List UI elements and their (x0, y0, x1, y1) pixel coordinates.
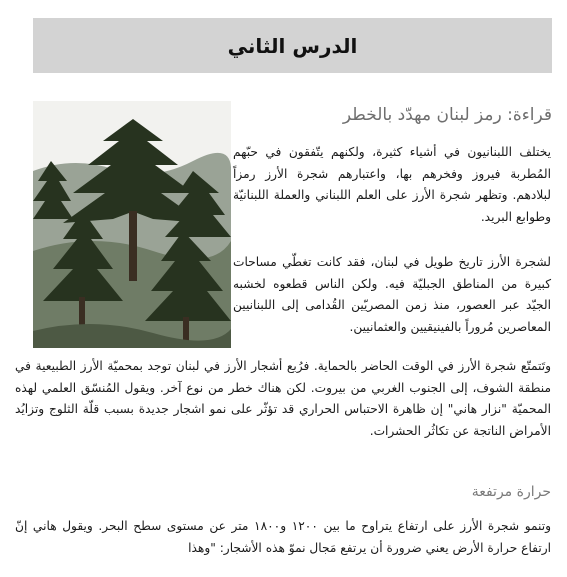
cedar-trees-photo (33, 101, 231, 348)
section-title: حرارة مرتفعة (471, 484, 551, 500)
paragraph-2: لشجرة الأرز تاريخ طويل في لبنان، فقد كانت تغطّي مساحات كبيرة من المناطق الجبليّة فيه. ولكن الناس قطعوه لخشبه الجيّد عبر العصور، منذ زمن المصريّين القُدامى إلى اللبنانيين المعاصرين مُروراً بالفينيقيين والعثمانيين. (233, 255, 551, 334)
lesson-header (33, 18, 552, 73)
paragraph-4: وتنمو شجرة الأرز على ارتفاع يتراوح ما بين ١٢٠٠ و١٨٠٠ متر عن مستوى سطح البحر. ويقول هاني إنّ ارتفاع حرارة الأرض يعني ضرورة أن يرتفع مَجال نموّ هذه الأشجار: "وهذا (15, 519, 552, 555)
paragraph-3: وتَتمتّع شجرة الأرز في الوقت الحاضر بالحماية. فرُبع أشجار الأرز في لبنان توجد بمحميّة الأرز الطبيعية في منطقة الشوف، إلى الجنوب الغربي من بيروت. لكن هناك خطر من نوع آخر. ويقول المُنسّق العلمي لهذه المحميّة "نزار هاني" إن ظاهرة الاحتباس الحراري قد تؤثّر على نمو اشجار جديدة بسبب قلّة الثلوج وتزايُد الأمراض الناتجة عن تكاثُر الحشرات. (15, 359, 551, 438)
paragraph-1: يختلف اللبنانيون في أشياء كثيرة، ولكنهم يتّفقون في حبّهم المُطربة فيروز وفخرهم بها، واعتبارهم شجرة الأرز رمزاً لبلادهم. وتظهر شجرة الأرز على العلم اللبناني والعملة اللبنانيّة وطوابع البريد. (233, 145, 551, 224)
cedar-illustration (33, 101, 231, 348)
lesson-title: الدرس الثاني (227, 33, 358, 58)
reading-title: قراءة: رمز لبنان مهدّد بالخطر (342, 105, 552, 125)
